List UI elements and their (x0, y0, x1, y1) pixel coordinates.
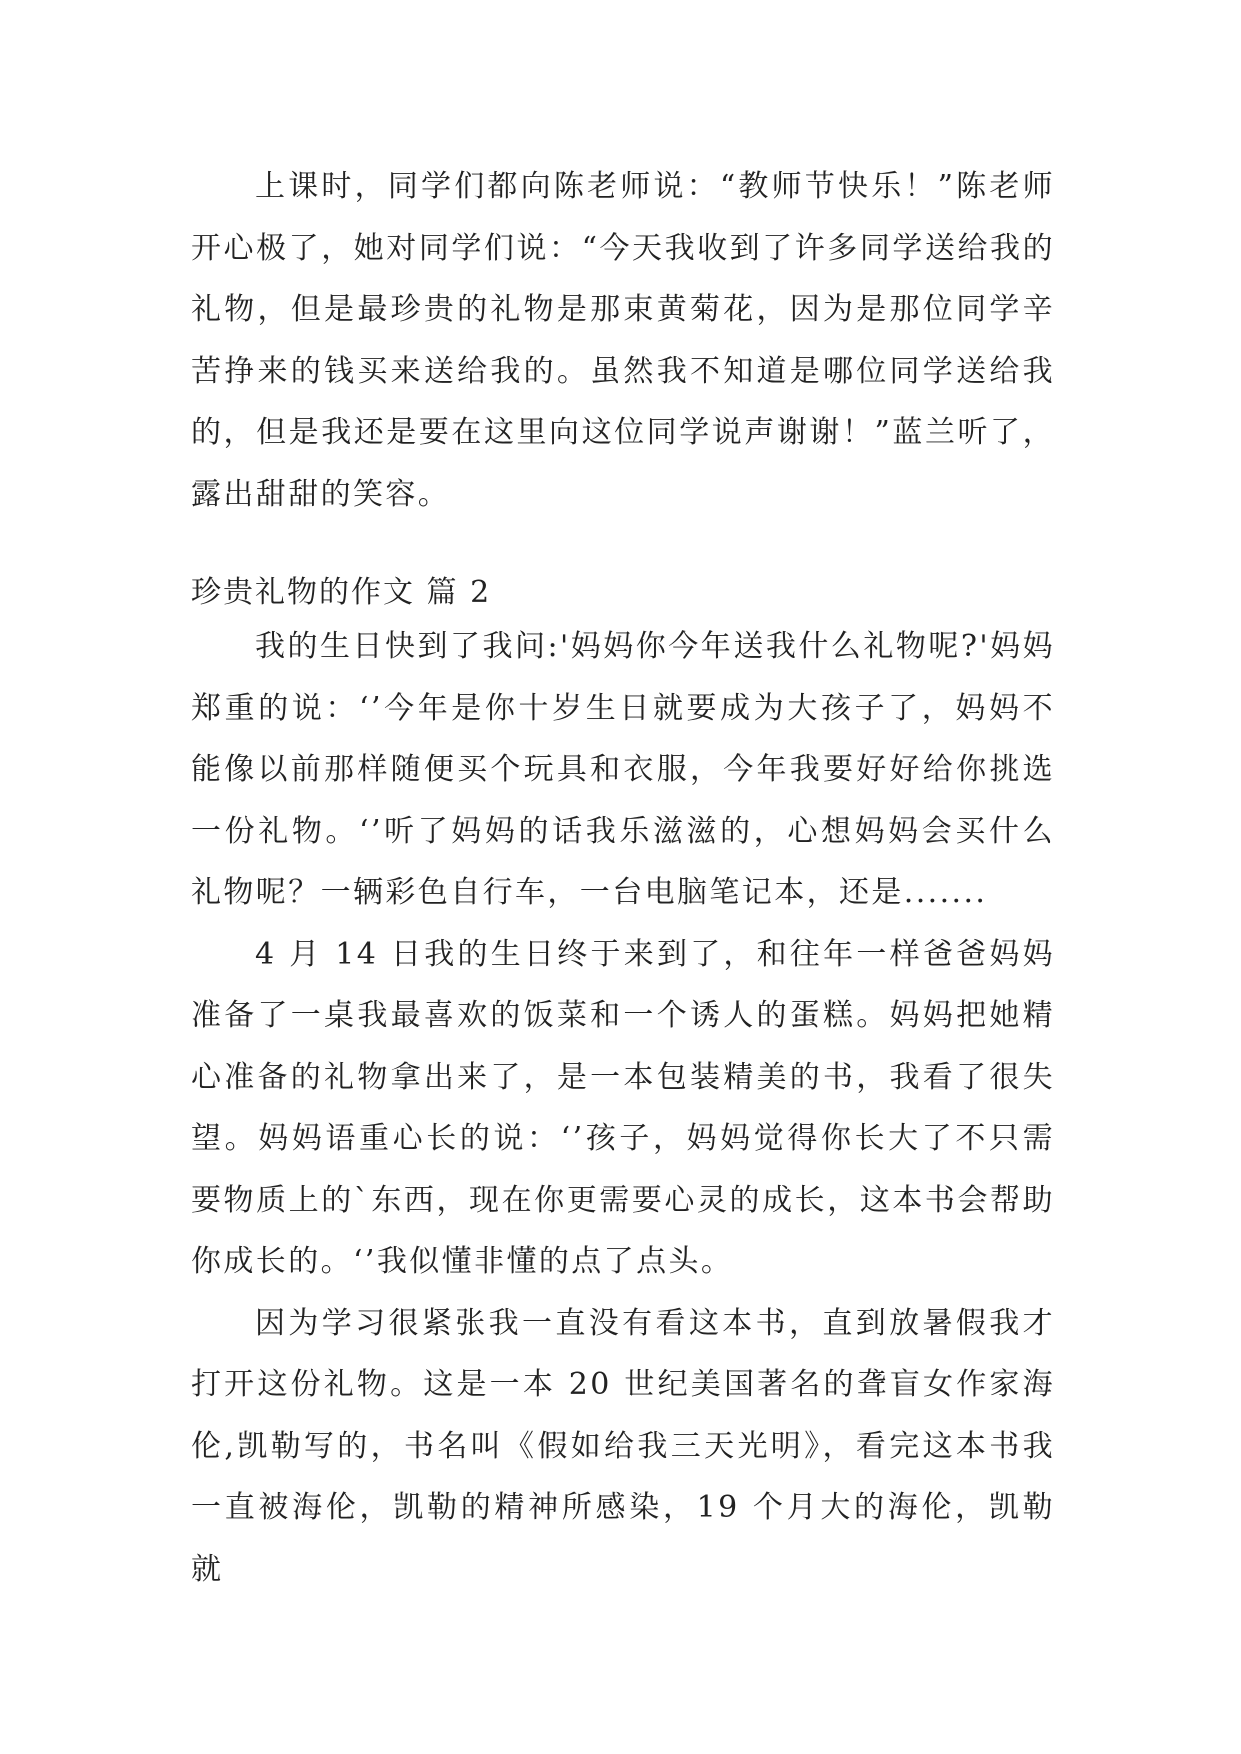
paragraph: 4 月 14 日我的生日终于来到了，和往年一样爸爸妈妈准备了一桌我最喜欢的饭菜和一个诱人的蛋糕。妈妈把她精心准备的礼物拿出来了，是一本包装精美的书，我看了很失望。妈妈语重心长的说：‘’孩子，妈妈觉得你长大了不只需要物质上的`东西，现在你更需要心灵的成长，这本书会帮助你成长的。‘’我似懂非懂的点了点头。 (191, 936, 1055, 1279)
paragraph-top-block (191, 156, 1055, 525)
section-title: 珍贵礼物的作文 篇 2 (191, 575, 492, 610)
section-body (191, 616, 1055, 1600)
paragraph: 我的生日快到了我问:'妈妈你今年送我什么礼物呢?'妈妈郑重的说：‘’今年是你十岁生日就要成为大孩子了，妈妈不能像以前那样随便买个玩具和衣服，今年我要好好给你挑选一份礼物。‘’听了妈妈的话我乐滋滋的，心想妈妈会买什么礼物呢？一辆彩色自行车，一台电脑笔记本，还是....... (191, 629, 1055, 910)
paragraph: 因为学习很紧张我一直没有看这本书，直到放暑假我才打开这份礼物。这是一本 20 世纪美国著名的聋盲女作家海伦,凯勒写的，书名叫《假如给我三天光明》，看完这本书我一直被海伦，凯勒的精神所感染，19 个月大的海伦，凯勒就 (191, 1305, 1055, 1587)
paragraph: 上课时，同学们都向陈老师说：“教师节快乐！”陈老师开心极了，她对同学们说：“今天我收到了许多同学送给我的礼物，但是最珍贵的礼物是那束黄菊花，因为是那位同学辛苦挣来的钱买来送给我的。虽然我不知道是哪位同学送给我的，但是我还是要在这里向这位同学说声谢谢！”蓝兰听了，露出甜甜的笑容。 (191, 169, 1055, 512)
